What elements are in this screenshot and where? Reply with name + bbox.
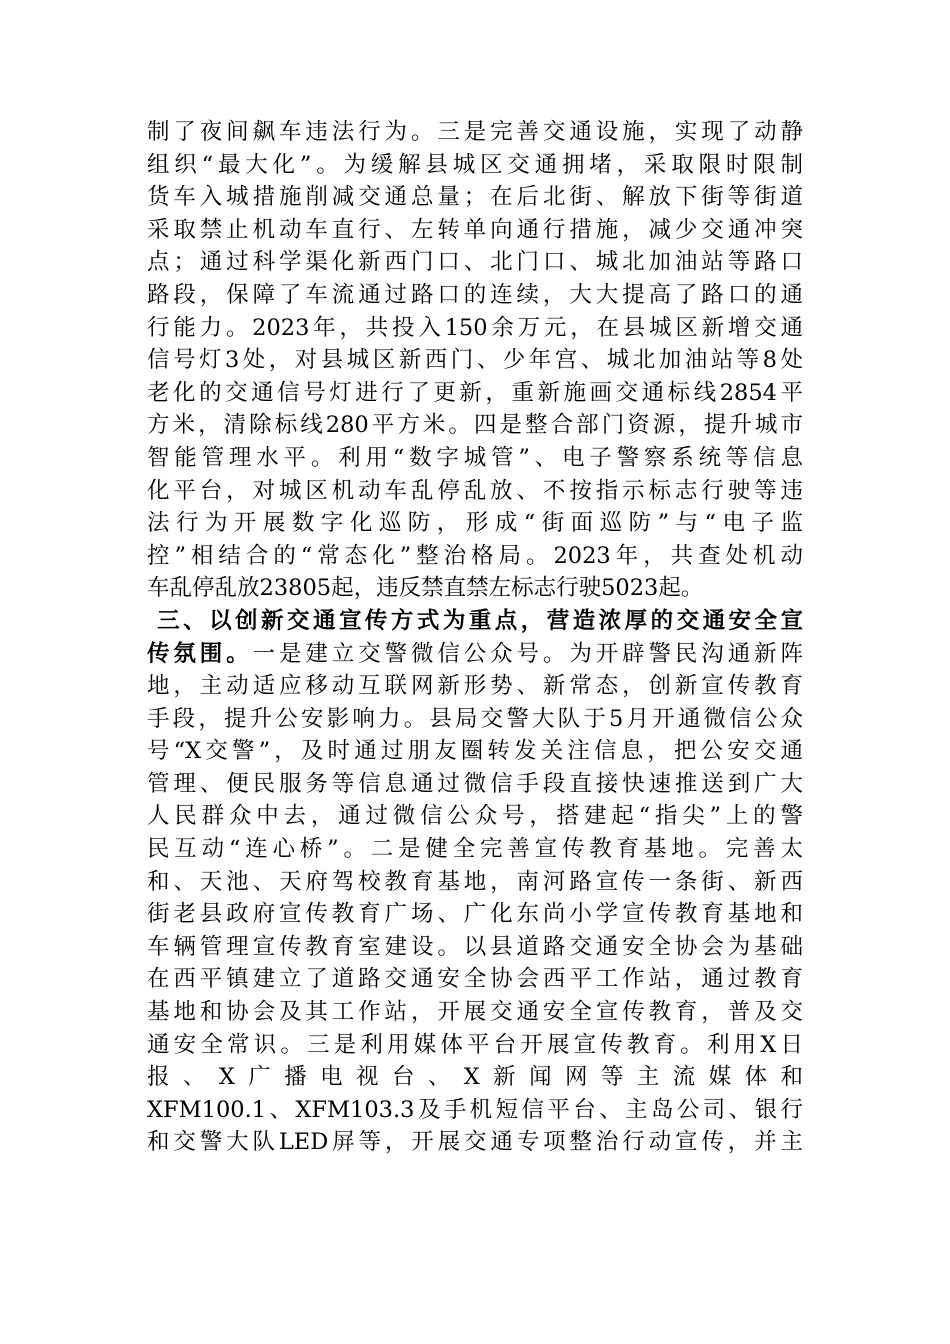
text-line: 控”相结合的“常态化”整治格局。2023年，共查处机动 <box>147 542 803 569</box>
text-line: 人民群众中去，通过微信公众号，搭建起“指尖”上的警 <box>147 803 803 830</box>
text-line: 智能管理水平。利用“数字城管”、电子警察系统等信息 <box>147 444 803 471</box>
text-line <box>147 638 803 671</box>
text-line: XFM100.1、XFM103.3及手机短信平台、主岛公司、银行 <box>147 1096 803 1123</box>
text-line: 民互动“连心桥”。二是健全完善宣传教育基地。完善太 <box>147 836 803 863</box>
text-line: 管理、便民服务等信息通过微信手段直接快速推送到广大 <box>147 770 803 797</box>
text-line: 通安全常识。三是利用媒体平台开展宣传教育。利用X日 <box>147 1031 803 1058</box>
text-line: 街老县政府宣传教育广场、广化东尚小学宣传教育基地和 <box>147 901 803 928</box>
text-line: 化平台，对城区机动车乱停乱放、不按指示标志行驶等违 <box>147 477 803 504</box>
text-line: 基地和协会及其工作站，开展交通安全宣传教育，普及交 <box>147 999 803 1026</box>
text-line: 手段，提升公安影响力。县局交警大队于5月开通微信公众 <box>147 705 803 732</box>
section-heading: 三、以创新交通宣传方式为重点，营造浓厚的交通安全宣 <box>157 607 803 634</box>
text-line: 报、X广播电视台、X新闻网等主流媒体和 <box>147 1064 803 1091</box>
text-line: 信号灯3处，对县城区新西门、少年宫、城北加油站等8处 <box>147 347 803 374</box>
body-text <box>147 116 803 1159</box>
text-line-rest: 一是建立交警微信公众号。为开辟警民沟通新阵 <box>252 640 803 667</box>
text-line: 地，主动适应移动互联网新形势、新常态，创新宣传教育 <box>147 673 803 700</box>
text-line: 和交警大队LED屏等，开展交通专项整治行动宣传，并主 <box>147 1129 803 1156</box>
text-line: 号“X交警”，及时通过朋友圈转发关注信息，把公安交通 <box>147 738 803 765</box>
text-line: 路段，保障了车流通过路口的连续，大大提高了路口的通 <box>147 281 803 308</box>
text-line: 制了夜间飙车违法行为。三是完善交通设施，实现了动静 <box>147 119 803 145</box>
text-line: 在西平镇建立了道路交通安全协会西平工作站，通过教育 <box>147 966 803 993</box>
section-heading-continuation: 传氛围。 <box>147 640 253 667</box>
text-line: 行能力。2023年，共投入150余万元，在县城区新增交通 <box>147 314 803 341</box>
text-line: 组织“最大化”。为缓解县城区交通拥堵，采取限时限制 <box>147 151 803 178</box>
text-line: 车乱停乱放23805起，违反禁直禁左标志行驶5023起。 <box>147 575 704 602</box>
text-line: 货车入城措施削减交通总量；在后北街、解放下街等街道 <box>147 184 803 211</box>
text-line: 车辆管理宣传教育室建设。以县道路交通安全协会为基础 <box>147 933 803 960</box>
text-line: 老化的交通信号灯进行了更新，重新施画交通标线2854平 <box>147 379 803 406</box>
text-line: 点；通过科学渠化新西门口、北门口、城北加油站等路口 <box>147 249 803 276</box>
text-line: 方米，清除标线280平方米。四是整合部门资源，提升城市 <box>147 412 803 439</box>
text-line: 和、天池、天府驾校教育基地，南河路宣传一条街、新西 <box>147 868 803 895</box>
text-line: 采取禁止机动车直行、左转单向通行措施，减少交通冲突 <box>147 216 803 243</box>
text-line: 法行为开展数字化巡防，形成“街面巡防”与“电子监 <box>147 510 803 537</box>
